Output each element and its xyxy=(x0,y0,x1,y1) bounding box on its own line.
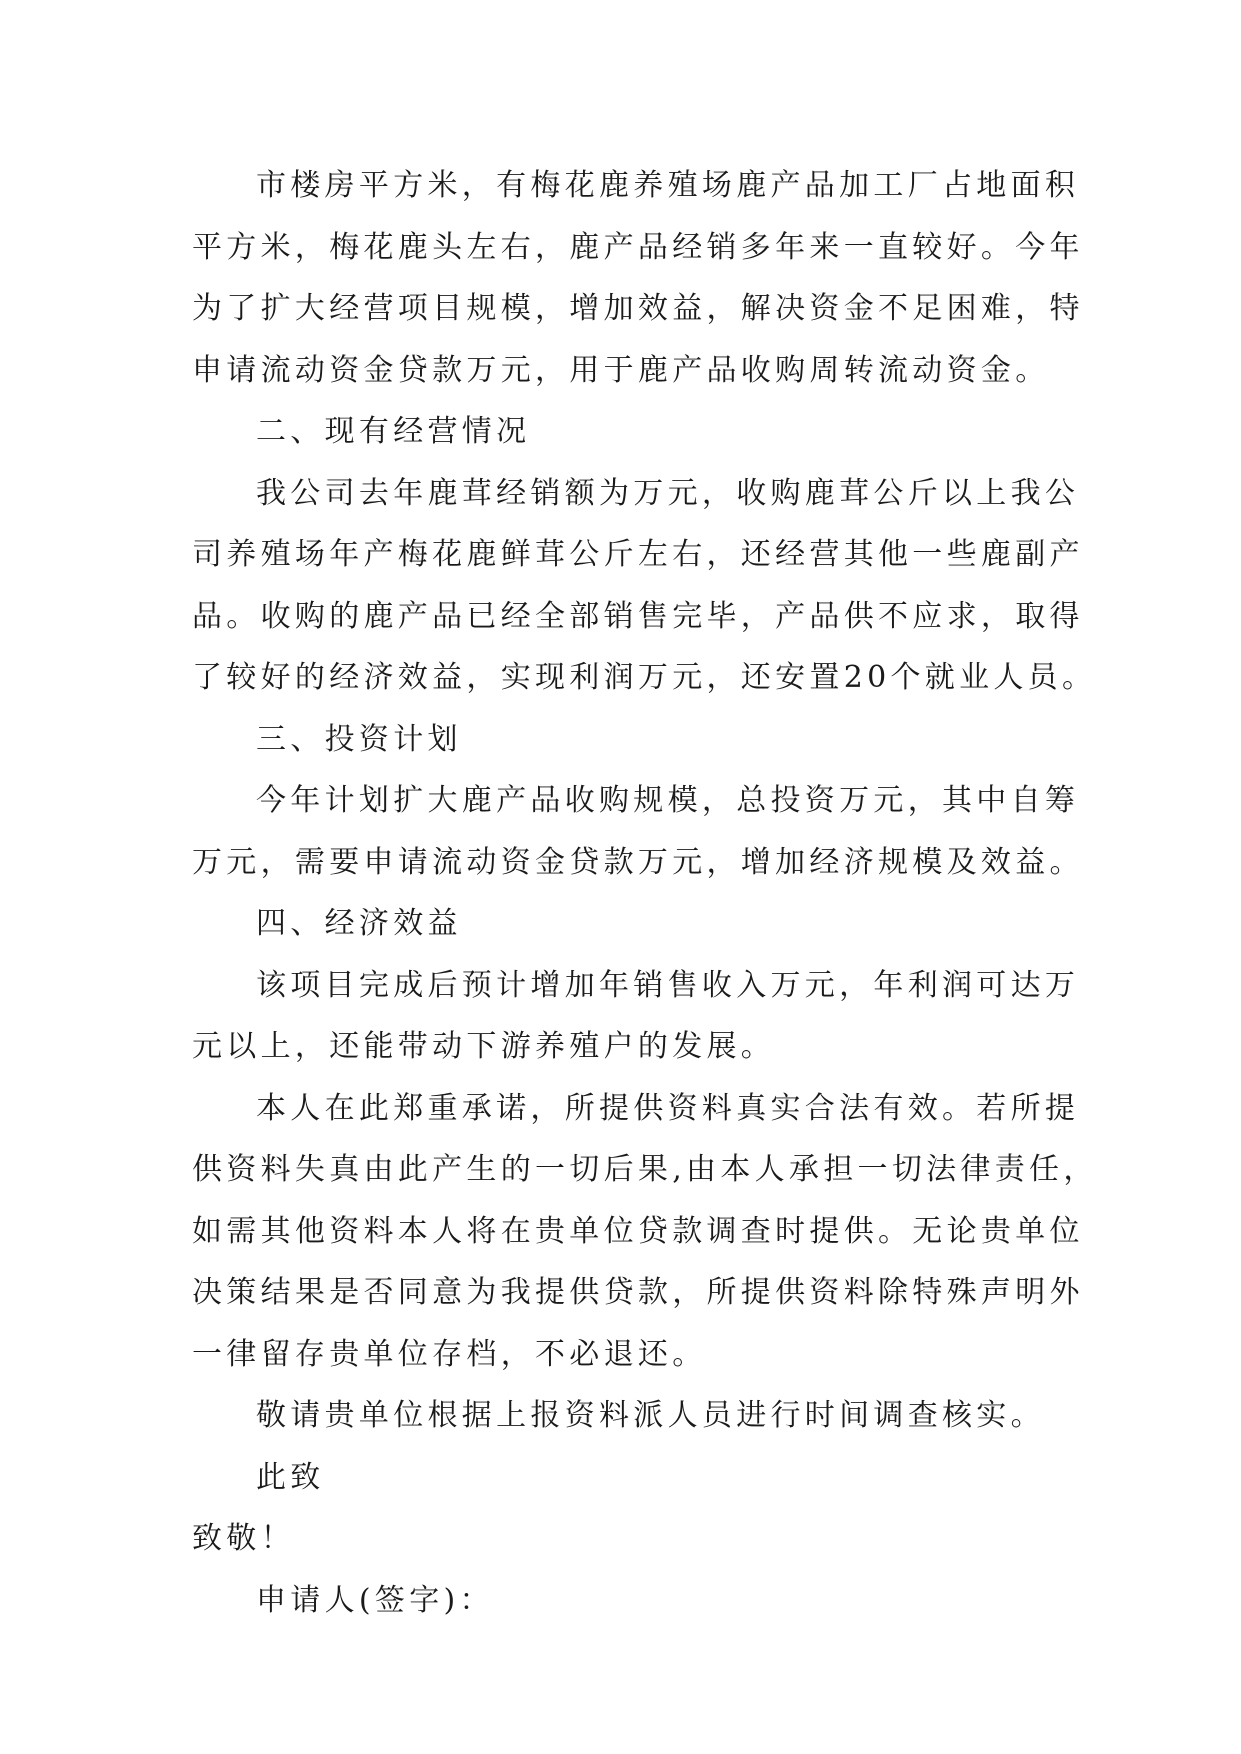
text-line: 该项目完成后预计增加年销售收入万元，年利润可达万 xyxy=(256,967,1080,1003)
text-line: 司养殖场年产梅花鹿鲜茸公斤左右，还经营其他一些鹿副产 xyxy=(192,537,1084,572)
text-line: 此致 xyxy=(256,1459,325,1495)
text-line: 申请人(签字)： xyxy=(256,1582,494,1618)
text-line: 品。收购的鹿产品已经全部销售完毕，产品供不应求，取得 xyxy=(192,598,1084,634)
text-line: 申请流动资金贷款万元，用于鹿产品收购周转流动资金。 xyxy=(192,352,1050,388)
text-line: 万元，需要申请流动资金贷款万元，增加经济规模及效益。 xyxy=(192,844,1084,880)
text-line: 敬请贵单位根据上报资料派人员进行时间调查核实。 xyxy=(256,1398,1045,1433)
text-line: 为了扩大经营项目规模，增加效益，解决资金不足困难，特 xyxy=(192,291,1084,326)
text-line: 供资料失真由此产生的一切后果,由本人承担一切法律责任， xyxy=(192,1152,1098,1187)
text-line: 元以上，还能带动下游养殖户的发展。 xyxy=(192,1029,776,1064)
text-line: 决策结果是否同意为我提供贷款，所提供资料除特殊声明外 xyxy=(192,1275,1084,1310)
text-line: 今年计划扩大鹿产品收购规模，总投资万元，其中自筹 xyxy=(256,783,1080,818)
text-line: 本人在此郑重承诺，所提供资料真实合法有效。若所提 xyxy=(256,1090,1080,1126)
text-line: 二、现有经营情况 xyxy=(256,414,531,449)
text-line: 市楼房平方米，有梅花鹿养殖场鹿产品加工厂占地面积 xyxy=(256,168,1080,203)
document-body xyxy=(192,155,1098,1631)
text-line: 致敬！ xyxy=(192,1521,295,1556)
text-line: 四、经济效益 xyxy=(256,906,462,941)
text-line: 了较好的经济效益，实现利润万元，还安置20个就业人员。 xyxy=(192,660,1097,695)
text-line: 如需其他资料本人将在贵单位贷款调查时提供。无论贵单位 xyxy=(192,1213,1084,1249)
text-line: 平方米，梅花鹿头左右，鹿产品经销多年来一直较好。今年 xyxy=(192,229,1084,265)
text-line: 一律留存贵单位存档，不必退还。 xyxy=(192,1336,707,1372)
text-line: 我公司去年鹿茸经销额为万元，收购鹿茸公斤以上我公 xyxy=(256,475,1080,511)
text-line: 三、投资计划 xyxy=(256,721,462,757)
